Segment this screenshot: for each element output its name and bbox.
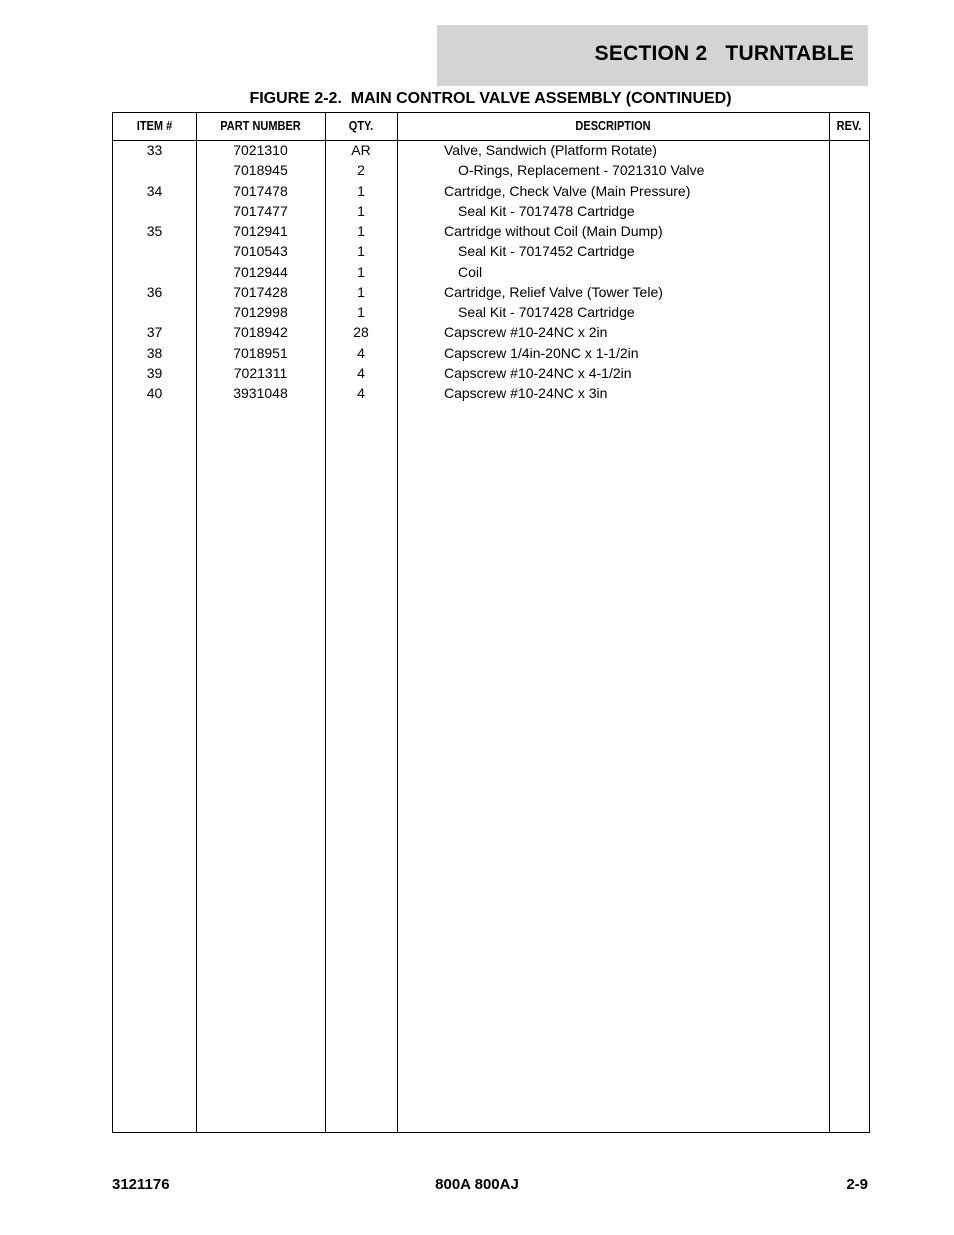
part-number-cell: 7012941 — [233, 223, 288, 239]
revision-cell — [829, 322, 869, 342]
table-row — [113, 322, 869, 342]
revision-cell — [829, 343, 869, 363]
description-cell: Seal Kit - 7017452 Cartridge — [458, 243, 635, 260]
description-cell: Seal Kit - 7017478 Cartridge — [458, 202, 635, 219]
table-row — [113, 221, 869, 241]
table-row — [113, 140, 869, 160]
section-banner — [437, 25, 868, 86]
description-cell: Capscrew #10-24NC x 4-1/2in — [444, 364, 632, 381]
part-number-cell: 7017428 — [233, 283, 288, 300]
quantity-cell: 1 — [357, 243, 365, 260]
section-title: SECTION 2 TURNTABLE — [594, 42, 854, 65]
description-cell: O-Rings, Replacement - 7021310 Valve — [458, 162, 705, 179]
column-header-qty: QTY. — [348, 119, 374, 133]
quantity-cell: 2 — [357, 162, 365, 179]
parts-table — [112, 112, 870, 1133]
table-row — [113, 181, 869, 201]
part-number-cell: 7017477 — [233, 202, 288, 219]
part-number-cell: 7012998 — [233, 304, 288, 320]
item-number-cell — [113, 302, 196, 322]
revision-cell — [829, 363, 869, 383]
item-number-cell: 36 — [146, 283, 163, 300]
part-number-cell: 7021310 — [233, 142, 288, 158]
description-cell: Cartridge, Check Valve (Main Pressure) — [444, 182, 691, 199]
column-header-item: ITEM # — [136, 119, 173, 133]
part-number-cell: 7010543 — [233, 243, 288, 260]
quantity-cell: 1 — [357, 223, 365, 239]
table-row — [113, 383, 869, 403]
quantity-cell: AR — [351, 142, 371, 158]
table-row — [113, 282, 869, 302]
item-number-cell — [113, 241, 196, 261]
description-cell: Cartridge, Relief Valve (Tower Tele) — [444, 283, 663, 300]
revision-cell — [829, 241, 869, 261]
page-number: 2-9 — [846, 1176, 868, 1193]
item-number-cell: 39 — [146, 364, 163, 381]
item-number-cell: 38 — [146, 344, 163, 361]
item-number-cell: 35 — [146, 223, 163, 239]
revision-cell — [829, 160, 869, 180]
item-number-cell: 34 — [146, 182, 163, 199]
table-row — [113, 201, 869, 221]
description-cell: Seal Kit - 7017428 Cartridge — [458, 304, 635, 320]
revision-cell — [829, 302, 869, 322]
quantity-cell: 4 — [357, 364, 365, 381]
table-row — [113, 302, 869, 322]
table-row — [113, 363, 869, 383]
description-cell: Valve, Sandwich (Platform Rotate) — [444, 142, 657, 158]
table-body — [113, 140, 869, 403]
part-number-cell: 7018951 — [233, 344, 288, 361]
item-number-cell: 37 — [146, 324, 163, 341]
table-row — [113, 262, 869, 282]
quantity-cell: 4 — [357, 344, 365, 361]
item-number-cell — [113, 201, 196, 221]
quantity-cell: 4 — [357, 385, 365, 401]
part-number-cell: 7017478 — [233, 182, 288, 199]
part-number-cell: 3931048 — [233, 385, 288, 401]
revision-cell — [829, 282, 869, 302]
quantity-cell: 1 — [357, 304, 365, 320]
description-cell: Capscrew 1/4in-20NC x 1-1/2in — [444, 344, 639, 361]
column-header-description: DESCRIPTION — [575, 119, 651, 133]
column-header-rev: REV. — [836, 119, 862, 133]
quantity-cell: 1 — [357, 263, 365, 280]
part-number-cell: 7018945 — [233, 162, 288, 179]
quantity-cell: 1 — [357, 202, 365, 219]
revision-cell — [829, 181, 869, 201]
description-cell: Cartridge without Coil (Main Dump) — [444, 223, 663, 239]
part-number-cell: 7012944 — [233, 263, 288, 280]
quantity-cell: 28 — [353, 324, 369, 341]
item-number-cell: 33 — [146, 142, 163, 158]
part-number-cell: 7021311 — [233, 364, 288, 381]
revision-cell — [829, 383, 869, 403]
item-number-cell — [113, 160, 196, 180]
column-header-part-number: PART NUMBER — [220, 119, 301, 133]
part-number-cell: 7018942 — [233, 324, 288, 341]
figure-title: FIGURE 2-2. MAIN CONTROL VALVE ASSEMBLY (CONTINUED) — [249, 90, 732, 107]
table-row — [113, 343, 869, 363]
description-cell: Capscrew #10-24NC x 2in — [444, 324, 608, 341]
item-number-cell — [113, 262, 196, 282]
model-names: 800A 800AJ — [435, 1176, 519, 1193]
quantity-cell: 1 — [357, 182, 365, 199]
quantity-cell: 1 — [357, 283, 365, 300]
document-number: 3121176 — [112, 1176, 170, 1193]
revision-cell — [829, 201, 869, 221]
revision-cell — [829, 262, 869, 282]
table-row — [113, 241, 869, 261]
revision-cell — [829, 221, 869, 241]
description-cell: Coil — [458, 263, 483, 280]
item-number-cell: 40 — [146, 385, 163, 401]
revision-cell — [829, 140, 869, 160]
table-row — [113, 160, 869, 180]
description-cell: Capscrew #10-24NC x 3in — [444, 385, 608, 401]
